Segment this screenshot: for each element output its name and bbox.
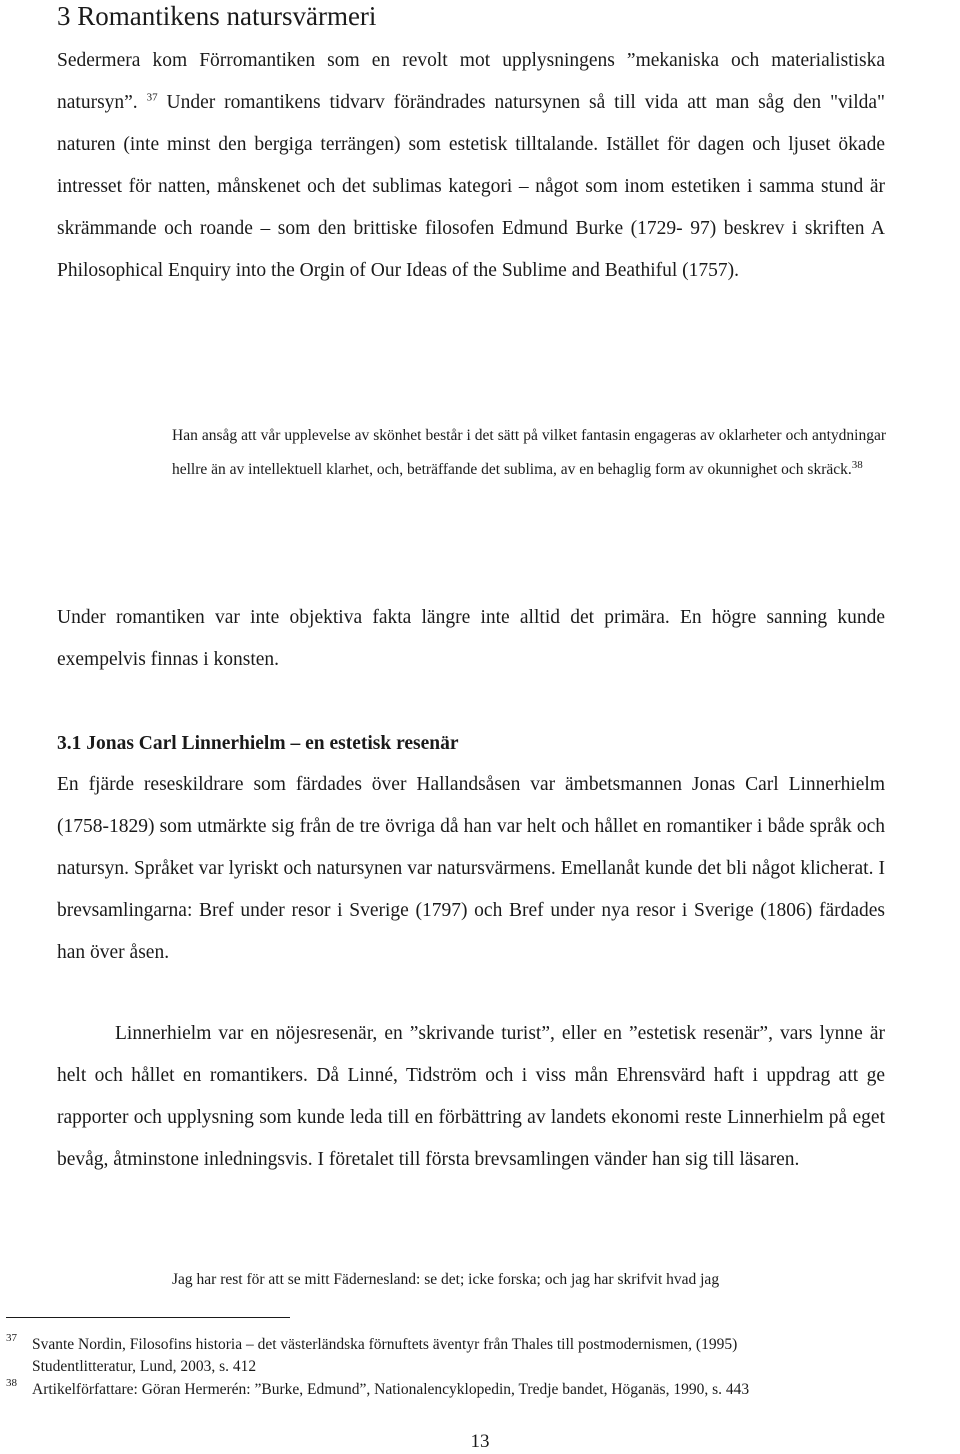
romanticism-paragraph: Under romantiken var inte objektiva fakta längre inte alltid det primära. En högre sanning kunde exempelvis finnas i konsten.	[57, 607, 885, 670]
footnote-text-line1: Artikelförfattare: Göran Hermerén: ”Burke, Edmund”, Nationalencyklopedin, Tredje bandet, Höganäs, 1990, s. 443	[32, 1381, 750, 1398]
footnote-number: 37	[6, 1332, 17, 1344]
footnote-separator	[6, 1317, 290, 1318]
footnote-number: 38	[6, 1377, 17, 1389]
intro-text-part2: Under romantikens tidvarv förändrades natursynen så till vida att man såg den "vilda" naturen (inte minst den bergiga terrängen) som estetisk tilltalande. Istället för dagen och ljuset ökade intresset för natten, månskenet och det sublimas kategori – något som inom estetiken i samma stund är skrämmande och roande – som den brittiske filosofen Edmund Burke (1729- 97) beskrev i skriften A Philosophical Enquiry into the Orgin of Our Ideas of the Sublime and Beathiful (1757).	[57, 92, 885, 281]
footnote-ref-37[interactable]: 37	[146, 91, 158, 104]
intro-text-part1: Sedermera kom Förromantiken som en revolt mot upplysningens ”mekaniska och materialistiska natursyn”.	[57, 50, 885, 113]
linnerhielm-paragraph: En fjärde reseskildrare som färdades över Hallandsåsen var ämbetsmannen Jonas Carl Linnerhielm (1758-1829) som utmärkte sig från de tre övriga då han var helt och hållet en romantiker i både språk och natursyn. Språket var lyriskt och natursynen var natursvärmens. Emellanåt kunde det bli något klicherat. I brevsamlingarna: Bref under resor i Sverige (1797) och Bref under nya resor i Sverige (1806) färdades han över åsen.	[57, 774, 885, 963]
footnote-ref-38[interactable]: 38	[851, 458, 863, 471]
footnote-text-line2: Studentlitteratur, Lund, 2003, s. 412	[32, 1358, 257, 1375]
section-heading: 3.1 Jonas Carl Linnerhielm – en estetisk resenär	[57, 733, 459, 754]
page-number: 13	[470, 1431, 490, 1452]
chapter-heading: 3 Romantikens natursvärmeri	[57, 1, 377, 31]
travel-paragraph: Linnerhielm var en nöjesresenär, en ”skrivande turist”, eller en ”estetisk resenär”, vars lynne är helt och hållet en romantikers. Då Linné, Tidström och i viss mån Ehrensvärd haft i uppdrag att ge rapporter och upplysning som kunde leda till en förbättring av landets ekonomi reste Linnerhielm på eget bevåg, åtminstone inledningsvis. I företalet till första brevsamlingen vänder han sig till läsaren.	[57, 1023, 885, 1170]
intro-paragraph	[57, 40, 885, 292]
footnote-text-line1: Svante Nordin, Filosofins historia – det västerländska förnuftets äventyr från Thales till postmodernismen, (1995)	[32, 1336, 738, 1353]
block-quote-burke	[172, 419, 886, 487]
quote-text: Han ansåg att vår upplevelse av skönhet består i det sätt på vilket fantasin engageras av oklarheter och antydningar hellre än av intellektuell klarhet, och, beträffande det sublima, av en behaglig form av okunnighet och skräck.	[172, 427, 886, 478]
block-quote-linnerhielm: Jag har rest för att se mitt Fädernesland: se det; icke forska; och jag har skrifvit hvad jag	[172, 1271, 720, 1288]
